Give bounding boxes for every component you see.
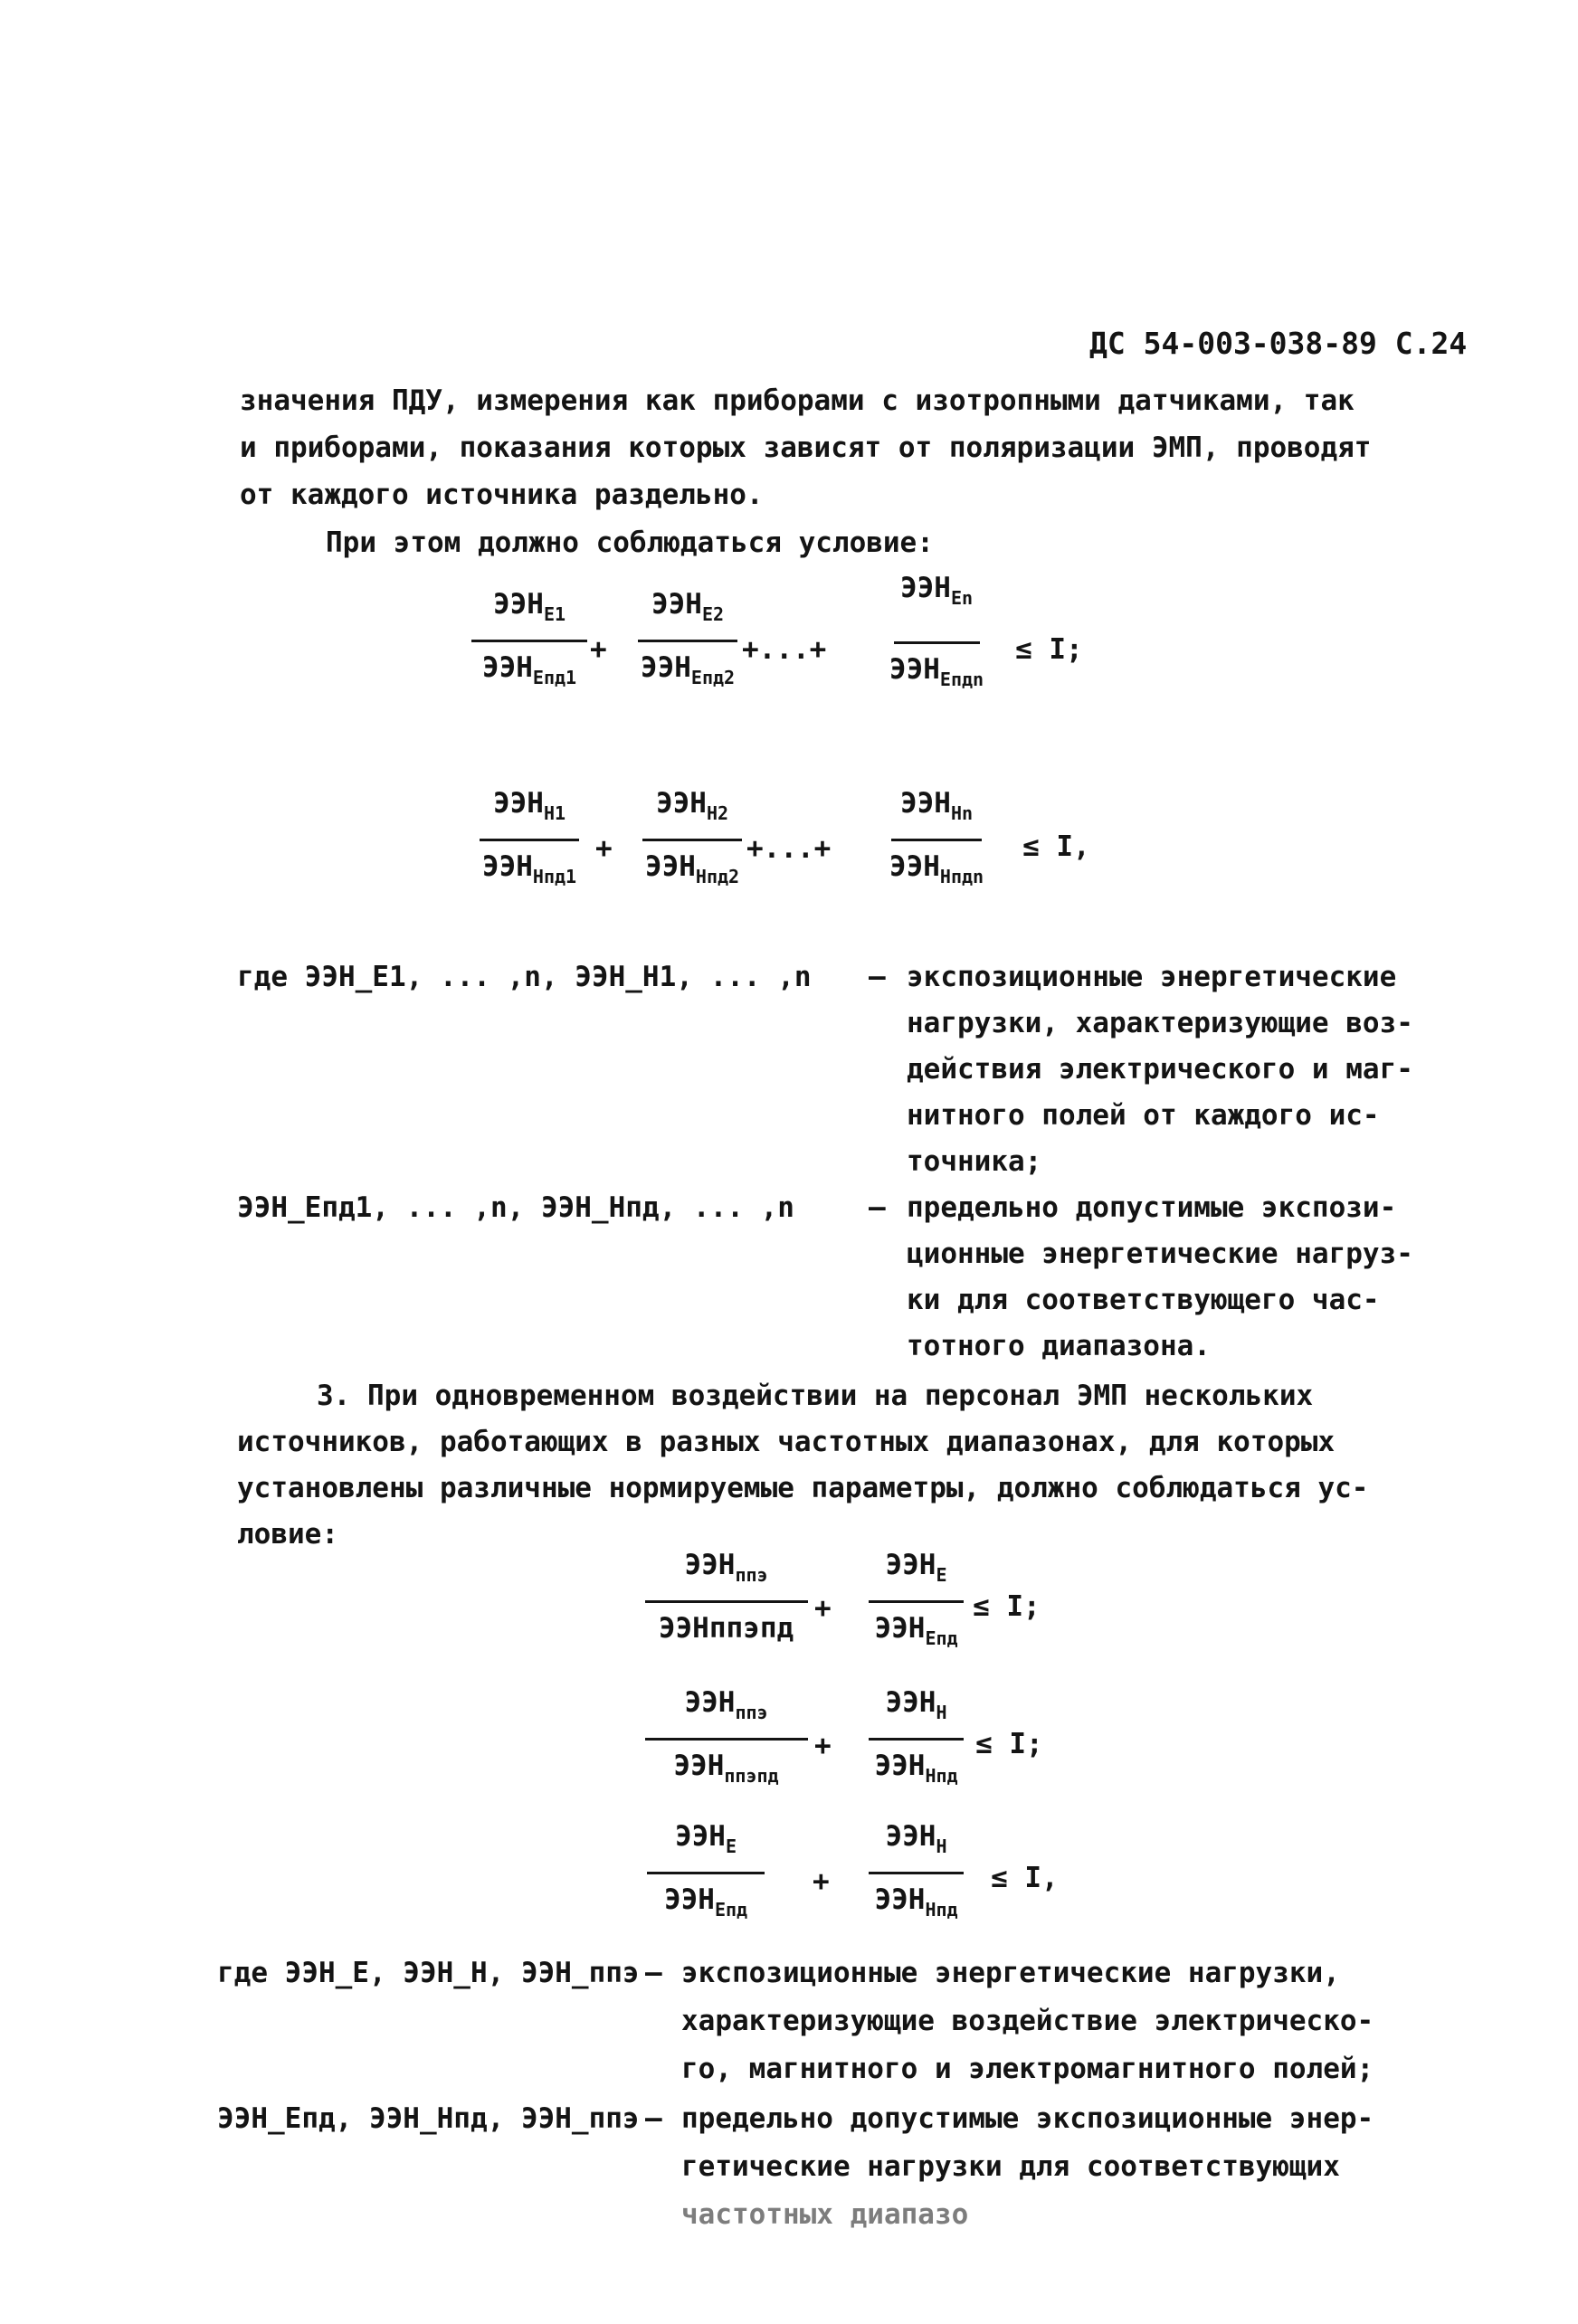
numerator: ЭЭН xyxy=(492,588,544,621)
denominator: ЭЭН xyxy=(673,1750,725,1782)
paragraph-line: ловие: xyxy=(237,1518,338,1551)
denominator: ЭЭН xyxy=(889,850,940,883)
subscript: Hпд xyxy=(925,1765,958,1787)
denominator: ЭЭН xyxy=(663,1883,715,1916)
definition-line: экспозиционные энергетические нагрузки, xyxy=(681,1957,1340,1989)
fraction xyxy=(642,1547,810,1656)
definition-dash: – xyxy=(869,1191,886,1224)
plus-sign: + xyxy=(813,1865,830,1898)
fraction xyxy=(869,570,1004,697)
fraction xyxy=(471,785,588,895)
denominator: ЭЭН xyxy=(874,1883,926,1916)
subscript: E2 xyxy=(701,603,725,625)
denominator: ЭЭН xyxy=(874,1750,926,1782)
numerator: ЭЭН xyxy=(885,1686,936,1719)
fraction xyxy=(624,586,751,696)
subscript: E xyxy=(936,1564,947,1586)
fraction xyxy=(471,586,588,696)
subscript: En xyxy=(950,587,974,609)
subscript: Eпд2 xyxy=(690,667,736,688)
fraction xyxy=(864,1684,968,1794)
plus-sign: + xyxy=(595,832,613,865)
document-header: ДС 54-003-038-89 С.24 xyxy=(1089,326,1468,361)
definition-line: гетические нагрузки для соответствующих xyxy=(681,2150,1340,2183)
paragraph-line: источников, работающих в разных частотных диапазонах, для которых xyxy=(237,1426,1336,1458)
subscript: H1 xyxy=(543,802,566,824)
definition-line: экспозиционные энергетические xyxy=(907,961,1397,993)
numerator: ЭЭН xyxy=(684,1686,736,1719)
subscript: Hпд1 xyxy=(532,866,577,887)
definition-term: где ЭЭН_E, ЭЭН_H, ЭЭН_ппэ xyxy=(217,1957,640,1989)
definition-line: характеризующие воздействие электрическо- xyxy=(681,2005,1374,2037)
subscript: Hпдn xyxy=(939,866,984,887)
denominator: ЭЭН xyxy=(481,850,533,883)
inequality: ≤ I, xyxy=(991,1862,1059,1894)
inequality: ≤ I; xyxy=(1015,633,1083,666)
fraction xyxy=(629,785,756,895)
ellipsis-plus: +...+ xyxy=(746,832,832,865)
numerator: ЭЭН xyxy=(674,1820,726,1853)
subscript: ппэ xyxy=(735,1702,768,1723)
plus-sign: + xyxy=(814,1592,832,1625)
definition-term: ЭЭН_Eпд, ЭЭН_Hпд, ЭЭН_ппэ xyxy=(217,2102,640,2135)
denominator: ЭЭН xyxy=(640,651,691,684)
fraction xyxy=(642,1684,810,1794)
definition-line: го, магнитного и электромагнитного полей; xyxy=(681,2053,1374,2085)
plus-sign: + xyxy=(814,1730,832,1762)
definition-line: предельно допустимые экспози- xyxy=(907,1191,1397,1224)
numerator: ЭЭН xyxy=(899,572,951,604)
inequality: ≤ I; xyxy=(973,1590,1041,1623)
fraction xyxy=(642,1818,769,1928)
subscript: Hn xyxy=(950,802,974,824)
definition-dash: – xyxy=(869,961,886,993)
numerator: ЭЭН xyxy=(684,1549,736,1581)
definition-line: ционные энергетические нагруз- xyxy=(907,1238,1413,1270)
definition-line: тотного диапазона. xyxy=(907,1330,1211,1362)
subscript: E1 xyxy=(543,603,566,625)
definition-term: ЭЭН_Eпд1, ... ,n, ЭЭН_Hпд, ... ,n xyxy=(237,1191,794,1224)
definition-line: предельно допустимые экспозиционные энер- xyxy=(681,2102,1374,2135)
paragraph-line: 3. При одновременном воздействии на персонал ЭМП нескольких xyxy=(317,1380,1314,1412)
numerator: ЭЭН xyxy=(492,787,544,820)
intro-line: значения ПДУ, измерения как приборами с изотропными датчиками, так xyxy=(240,384,1355,417)
fraction xyxy=(864,1818,968,1928)
denominator: ЭЭН xyxy=(481,651,533,684)
denominator: ЭЭНппэпд xyxy=(658,1612,794,1645)
denominator: ЭЭН xyxy=(644,850,696,883)
definition-line: частотных диапазо xyxy=(681,2198,969,2231)
plus-sign: + xyxy=(590,633,607,666)
subscript: ппэ xyxy=(735,1564,768,1586)
numerator: ЭЭН xyxy=(899,787,951,820)
subscript: H2 xyxy=(706,802,729,824)
subscript: Eпд xyxy=(714,1899,748,1921)
numerator: ЭЭН xyxy=(885,1549,936,1581)
subscript: Hпд xyxy=(925,1899,958,1921)
subscript: Eпд xyxy=(925,1627,958,1649)
inequality: ≤ I; xyxy=(975,1728,1043,1760)
ellipsis-plus: +...+ xyxy=(742,633,827,666)
subscript: E xyxy=(725,1835,737,1857)
fraction xyxy=(869,785,1004,895)
definition-line: нагрузки, характеризующие воз- xyxy=(907,1007,1413,1039)
definition-line: ки для соответствующего час- xyxy=(907,1284,1380,1316)
numerator: ЭЭН xyxy=(885,1820,936,1853)
denominator: ЭЭН xyxy=(874,1612,926,1645)
numerator: ЭЭН xyxy=(655,787,707,820)
definition-line: точника; xyxy=(907,1145,1042,1178)
inequality: ≤ I, xyxy=(1022,830,1090,863)
condition-intro: При этом должно соблюдаться условие: xyxy=(326,526,934,559)
paragraph-line: установлены различные нормируемые параметры, должно соблюдаться ус- xyxy=(237,1472,1369,1504)
subscript: Eпдn xyxy=(939,669,984,690)
definition-dash: – xyxy=(645,1957,662,1989)
definition-line: нитного полей от каждого ис- xyxy=(907,1099,1380,1132)
denominator: ЭЭН xyxy=(889,653,940,686)
intro-line: и приборами, показания которых зависят от поляризации ЭМП, проводят xyxy=(240,432,1372,464)
subscript: H xyxy=(936,1702,947,1723)
fraction xyxy=(864,1547,968,1656)
definition-term: где ЭЭН_E1, ... ,n, ЭЭН_H1, ... ,n xyxy=(237,961,812,993)
intro-line: от каждого источника раздельно. xyxy=(240,479,764,511)
numerator: ЭЭН xyxy=(651,588,702,621)
definition-line: действия электрического и маг- xyxy=(907,1053,1413,1086)
subscript: ппэпд xyxy=(724,1765,779,1787)
definition-dash: – xyxy=(645,2102,662,2135)
subscript: Eпд1 xyxy=(532,667,577,688)
subscript: H xyxy=(936,1835,947,1857)
subscript: Hпд2 xyxy=(695,866,740,887)
